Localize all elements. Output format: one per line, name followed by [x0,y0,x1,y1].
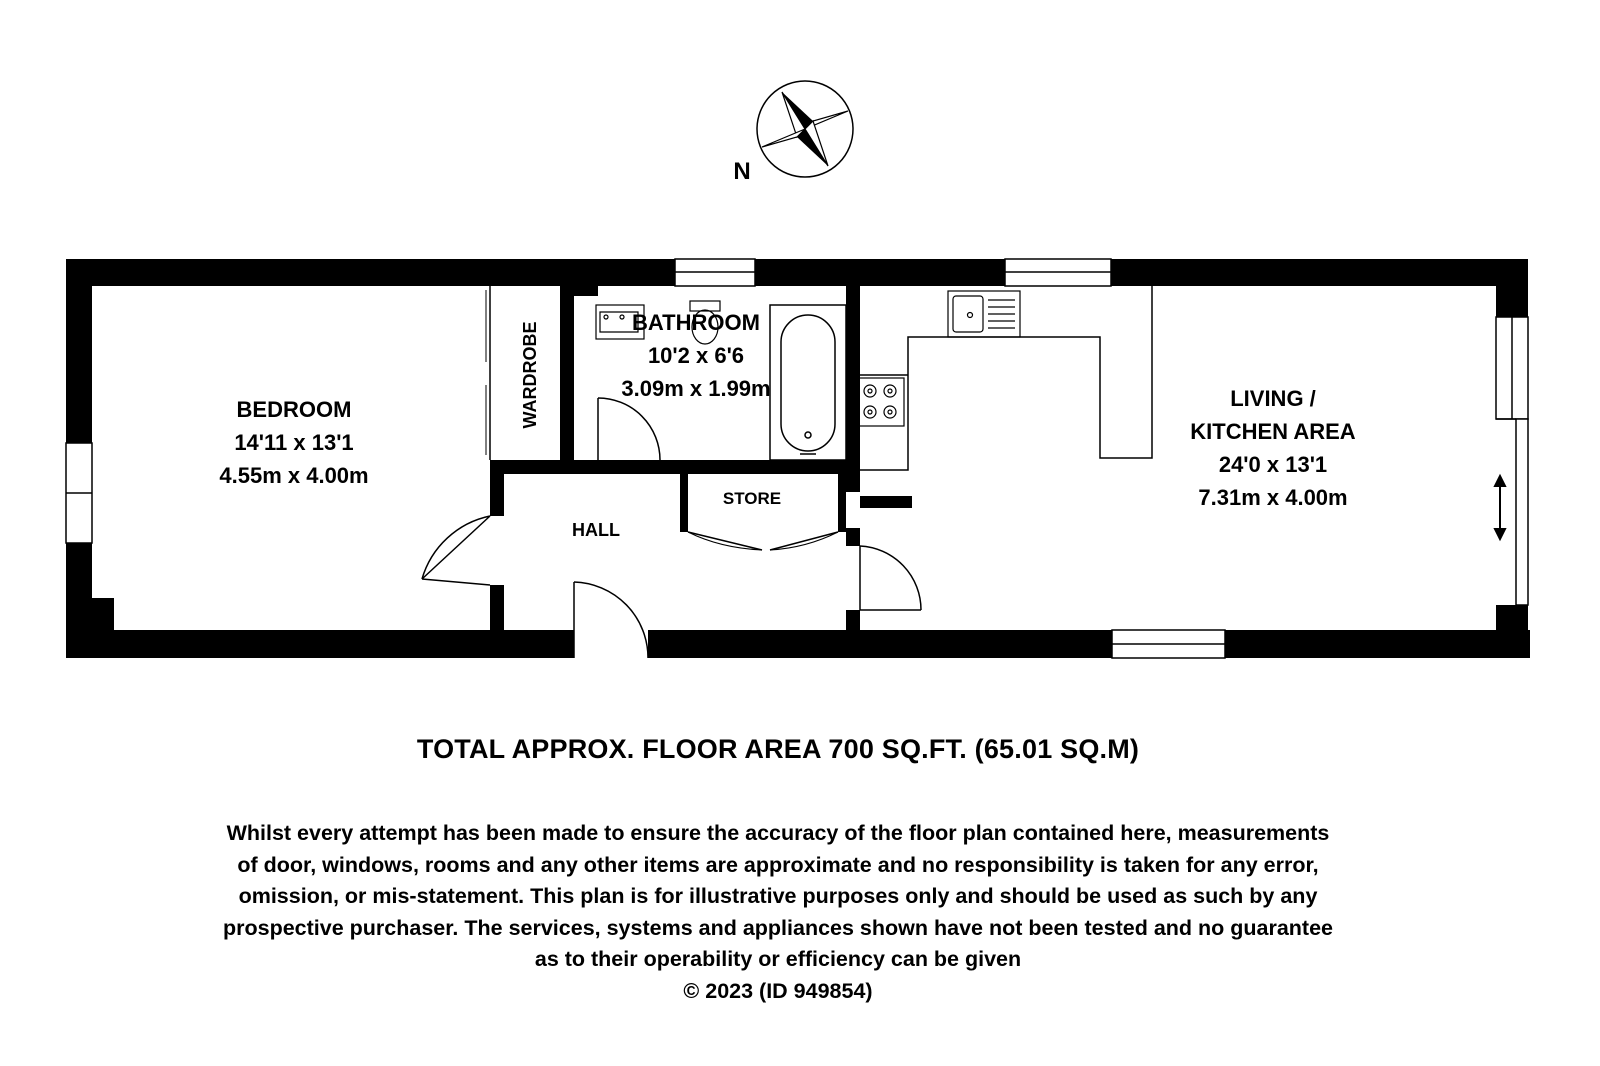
wardrobe-label: WARDROBE [520,321,540,429]
hob-icon [858,378,904,426]
disclaimer-line: prospective purchaser. The services, systems and appliances shown have not been tested and no guarantee [222,915,1334,940]
disclaimer-line: Whilst every attempt has been made to ensure the accuracy of the floor plan contained here, measurements [226,821,1330,845]
interior-walls [490,286,912,630]
store-label: STORE [722,489,782,508]
wardrobe [486,286,490,460]
living-metric: 7.31m x 4.00m [1198,485,1348,510]
disclaimer-line: omission, or mis-statement. This plan is for illustrative purposes only and should be used as such by any [238,884,1318,908]
bedroom-imperial: 14'11 x 13'1 [234,430,354,455]
disclaimer-line: of door, windows, rooms and any other items are approximate and no responsibility is taken for any error, [237,852,1319,877]
living-name-line2: KITCHEN AREA [1190,419,1356,444]
bathroom-metric: 3.09m x 1.99m [621,376,771,401]
total-floor-area: TOTAL APPROX. FLOOR AREA 700 SQ.FT. (65.01 SQ.M) [416,734,1140,764]
bedroom-metric: 4.55m x 4.00m [219,463,369,488]
copyright: © 2023 (ID 949854) [683,978,873,1003]
bathroom-name: BATHROOM [632,310,760,335]
bathtub [770,305,846,460]
disclaimer [180,818,1376,1007]
kitchen-sink [948,291,1020,337]
living-name-line1: LIVING / [1230,386,1316,411]
bathroom-imperial: 10'2 x 6'6 [647,343,745,368]
bedroom-name: BEDROOM [236,397,352,422]
compass-rose-icon [757,81,853,177]
sliding-door-arrow-icon [1495,476,1505,539]
hall-label: HALL [572,520,620,540]
compass-north-label: N [733,158,751,185]
living-imperial: 24'0 x 13'1 [1218,452,1328,477]
disclaimer-line: as to their operability or efficiency can be given [534,947,1022,971]
